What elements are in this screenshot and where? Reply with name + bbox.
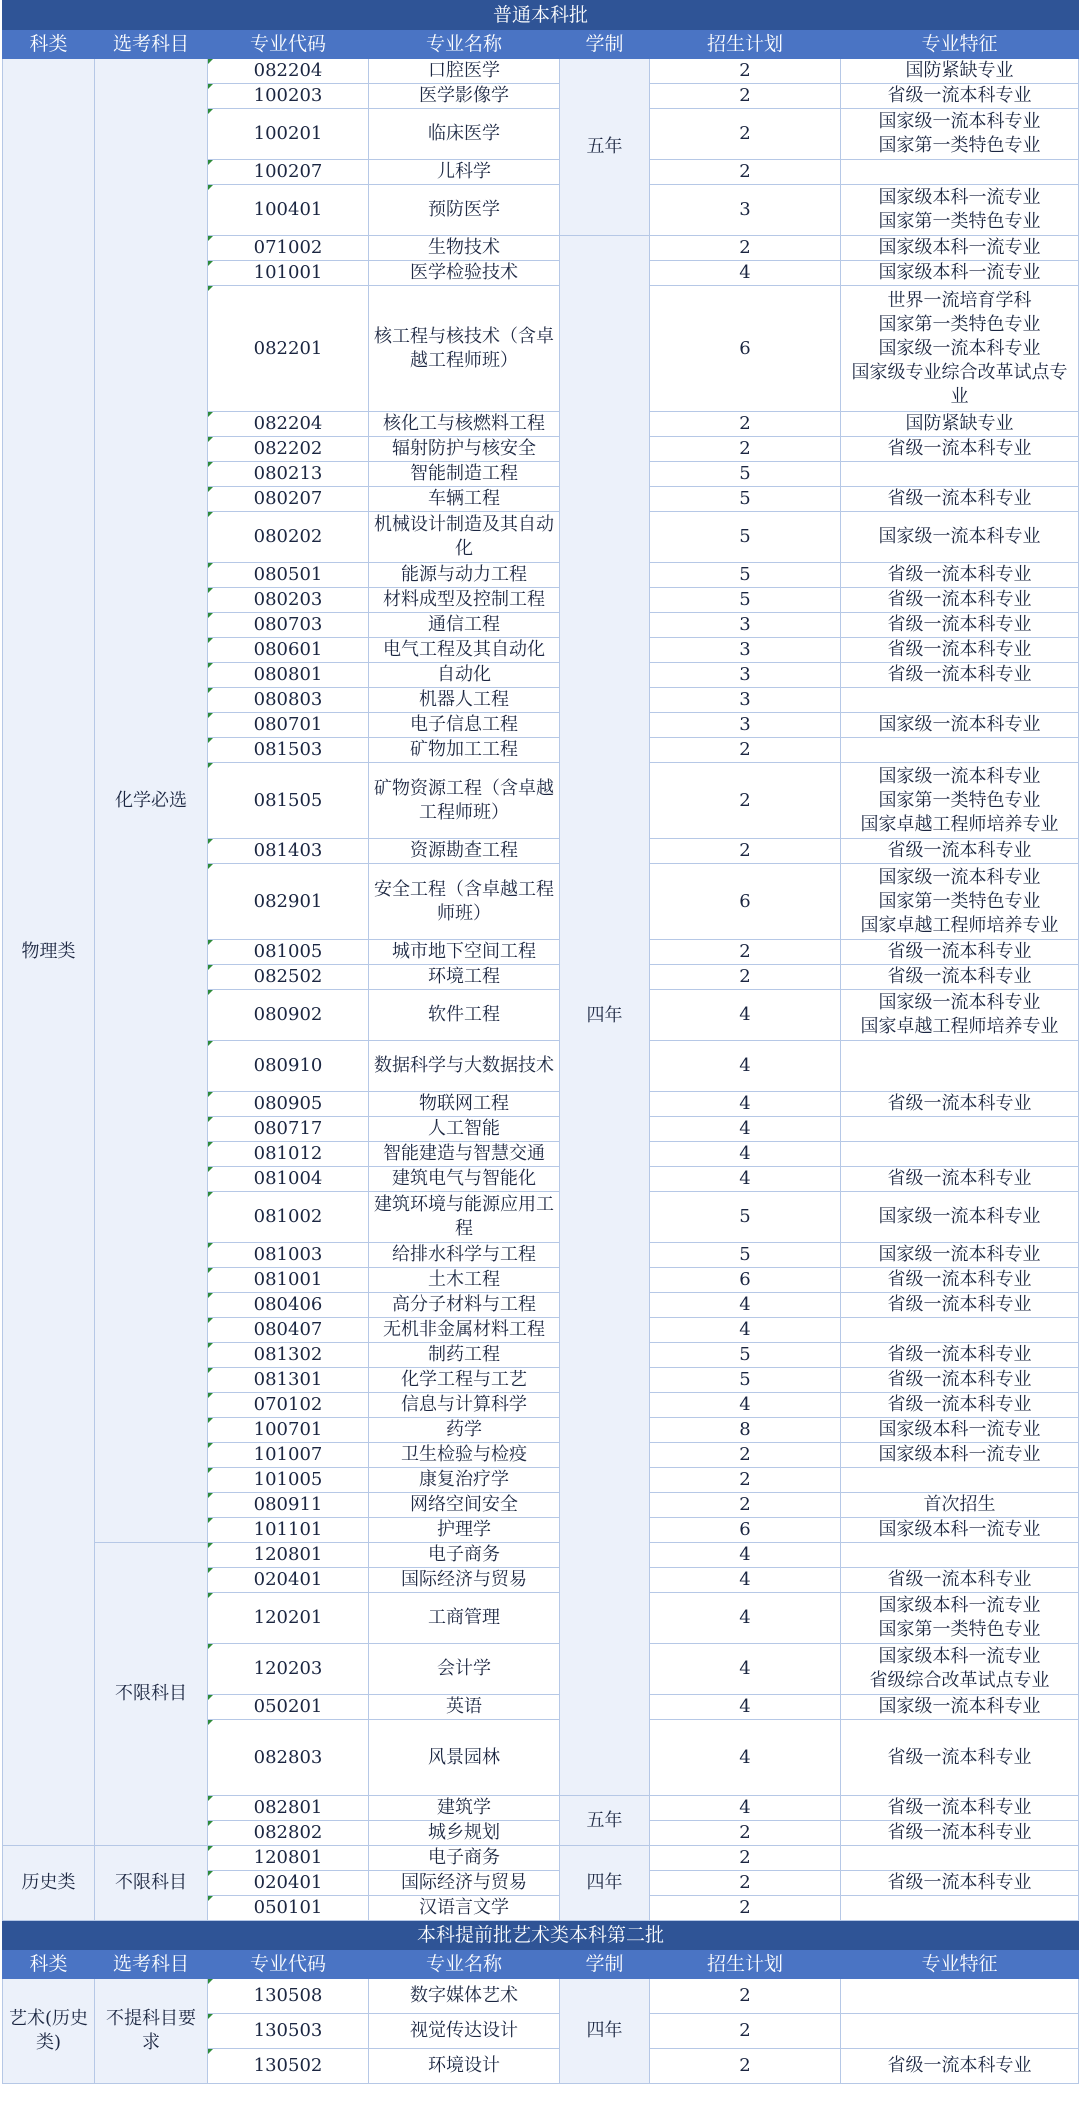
major-code: 082803	[208, 1720, 369, 1796]
major-feature: 国家级一流本科专业 国家卓越工程师培养专业	[841, 990, 1079, 1041]
major-name: 卫生检验与检疫	[369, 1443, 560, 1468]
major-code: 080911	[208, 1493, 369, 1518]
column-header: 科类	[3, 1950, 95, 1979]
major-feature: 国家级一流本科专业	[841, 512, 1079, 563]
enrollment-plan: 6	[650, 1518, 841, 1543]
major-name: 建筑环境与能源应用工程	[369, 1192, 560, 1243]
major-feature: 国家级本科一流专业	[841, 1518, 1079, 1543]
major-code: 100203	[208, 84, 369, 109]
major-code: 081012	[208, 1142, 369, 1167]
major-code: 081001	[208, 1268, 369, 1293]
column-header: 专业名称	[369, 30, 560, 59]
column-header: 科类	[3, 30, 95, 59]
major-name: 电子商务	[369, 1846, 560, 1871]
enrollment-plan: 4	[650, 1568, 841, 1593]
enrollment-plan: 3	[650, 185, 841, 236]
enrollment-plan: 2	[650, 1443, 841, 1468]
major-feature: 首次招生	[841, 1493, 1079, 1518]
major-code: 050101	[208, 1896, 369, 1921]
major-name: 自动化	[369, 663, 560, 688]
enrollment-plan: 5	[650, 462, 841, 487]
major-code: 082202	[208, 437, 369, 462]
major-code: 130508	[208, 1979, 369, 2014]
major-code: 080501	[208, 563, 369, 588]
column-header: 学制	[560, 30, 650, 59]
major-code: 080803	[208, 688, 369, 713]
enrollment-plan: 2	[650, 1846, 841, 1871]
major-name: 国际经济与贸易	[369, 1871, 560, 1896]
major-feature: 省级一流本科专业	[841, 1393, 1079, 1418]
table-row	[3, 1979, 1079, 2014]
enrollment-plan: 2	[650, 59, 841, 84]
enrollment-plan: 4	[650, 1117, 841, 1142]
major-code: 080202	[208, 512, 369, 563]
enrollment-plan: 2	[650, 2049, 841, 2084]
major-name: 矿物资源工程（含卓越工程师班）	[369, 763, 560, 839]
major-code: 080717	[208, 1117, 369, 1142]
major-name: 环境工程	[369, 965, 560, 990]
major-name: 安全工程（含卓越工程师班）	[369, 864, 560, 940]
major-code: 081505	[208, 763, 369, 839]
major-name: 电子信息工程	[369, 713, 560, 738]
major-code: 080213	[208, 462, 369, 487]
major-code: 120801	[208, 1846, 369, 1871]
enrollment-plan: 4	[650, 261, 841, 286]
major-name: 汉语言文学	[369, 1896, 560, 1921]
major-code: 080703	[208, 613, 369, 638]
major-name: 矿物加工工程	[369, 738, 560, 763]
major-name: 软件工程	[369, 990, 560, 1041]
major-code: 080910	[208, 1041, 369, 1092]
major-feature	[841, 1896, 1079, 1921]
major-code: 080601	[208, 638, 369, 663]
major-feature: 省级一流本科专业	[841, 1343, 1079, 1368]
major-feature: 省级一流本科专业	[841, 1167, 1079, 1192]
enrollment-plan: 2	[650, 1871, 841, 1896]
enrollment-plan: 2	[650, 160, 841, 185]
enrollment-plan: 2	[650, 763, 841, 839]
major-feature: 国防紧缺专业	[841, 412, 1079, 437]
duration-cell: 四年	[560, 1846, 650, 1921]
major-name: 车辆工程	[369, 487, 560, 512]
major-code: 100201	[208, 109, 369, 160]
major-feature: 国家级一流本科专业 国家第一类特色专业	[841, 109, 1079, 160]
major-feature: 省级一流本科专业	[841, 965, 1079, 990]
major-feature: 国家级本科一流专业	[841, 1443, 1079, 1468]
major-feature: 省级一流本科专业	[841, 1871, 1079, 1896]
column-header: 招生计划	[650, 1950, 841, 1979]
column-header: 专业代码	[208, 30, 369, 59]
batch-title: 本科提前批艺术类本科第二批	[3, 1921, 1079, 1950]
major-name: 通信工程	[369, 613, 560, 638]
enrollment-plan: 2	[650, 236, 841, 261]
major-feature	[841, 1041, 1079, 1092]
major-name: 医学检验技术	[369, 261, 560, 286]
major-code: 120801	[208, 1543, 369, 1568]
major-code: 101001	[208, 261, 369, 286]
major-feature: 国家级一流本科专业	[841, 713, 1079, 738]
enrollment-plan: 4	[650, 1593, 841, 1644]
major-name: 视觉传达设计	[369, 2014, 560, 2049]
column-header: 选考科目	[95, 30, 208, 59]
major-code: 080207	[208, 487, 369, 512]
enrollment-plan: 5	[650, 1192, 841, 1243]
major-code: 080701	[208, 713, 369, 738]
enrollment-plan: 5	[650, 487, 841, 512]
major-name: 智能建造与智慧交通	[369, 1142, 560, 1167]
major-feature: 省级一流本科专业	[841, 1821, 1079, 1846]
table-row	[3, 59, 1079, 84]
table-row	[3, 1543, 1079, 1568]
column-header: 专业特征	[841, 30, 1079, 59]
major-code: 080406	[208, 1293, 369, 1318]
major-name: 材料成型及控制工程	[369, 588, 560, 613]
table-row	[3, 1846, 1079, 1871]
major-name: 护理学	[369, 1518, 560, 1543]
major-name: 物联网工程	[369, 1092, 560, 1117]
column-header: 专业特征	[841, 1950, 1079, 1979]
enrollment-plan: 5	[650, 588, 841, 613]
enrollment-plan: 5	[650, 1343, 841, 1368]
major-feature	[841, 1979, 1079, 2014]
major-feature: 省级一流本科专业	[841, 2049, 1079, 2084]
major-feature: 省级一流本科专业	[841, 839, 1079, 864]
major-name: 机械设计制造及其自动化	[369, 512, 560, 563]
major-name: 电子商务	[369, 1543, 560, 1568]
major-code: 082901	[208, 864, 369, 940]
major-name: 预防医学	[369, 185, 560, 236]
major-name: 建筑学	[369, 1796, 560, 1821]
major-name: 辐射防护与核安全	[369, 437, 560, 462]
major-code: 082801	[208, 1796, 369, 1821]
enrollment-plan: 3	[650, 688, 841, 713]
enrollment-plan: 4	[650, 1092, 841, 1117]
major-feature	[841, 738, 1079, 763]
major-feature: 国家级一流本科专业 国家第一类特色专业 国家卓越工程师培养专业	[841, 864, 1079, 940]
major-feature: 省级一流本科专业	[841, 1796, 1079, 1821]
major-code: 120203	[208, 1644, 369, 1695]
major-code: 081005	[208, 940, 369, 965]
category-cell: 艺术(历史类)	[3, 1979, 95, 2084]
major-name: 城市地下空间工程	[369, 940, 560, 965]
major-code: 082502	[208, 965, 369, 990]
major-code: 082204	[208, 59, 369, 84]
enrollment-plan: 6	[650, 864, 841, 940]
major-name: 核工程与核技术（含卓越工程师班）	[369, 286, 560, 412]
duration-cell: 四年	[560, 236, 650, 1796]
major-name: 药学	[369, 1418, 560, 1443]
major-name: 给排水科学与工程	[369, 1243, 560, 1268]
major-name: 国际经济与贸易	[369, 1568, 560, 1593]
major-name: 口腔医学	[369, 59, 560, 84]
major-feature: 国家级本科一流专业 国家第一类特色专业	[841, 185, 1079, 236]
major-feature: 国家级一流本科专业 国家第一类特色专业 国家卓越工程师培养专业	[841, 763, 1079, 839]
column-header: 学制	[560, 1950, 650, 1979]
enrollment-plan: 8	[650, 1418, 841, 1443]
major-name: 化学工程与工艺	[369, 1368, 560, 1393]
major-feature	[841, 1543, 1079, 1568]
enrollment-plan: 2	[650, 1493, 841, 1518]
enrollment-plan: 4	[650, 1293, 841, 1318]
major-name: 数字媒体艺术	[369, 1979, 560, 2014]
major-code: 071002	[208, 236, 369, 261]
category-cell: 历史类	[3, 1846, 95, 1921]
major-code: 100207	[208, 160, 369, 185]
enrollment-plan: 4	[650, 1695, 841, 1720]
major-code: 081002	[208, 1192, 369, 1243]
enrollment-plan: 4	[650, 1796, 841, 1821]
major-feature: 国家级一流本科专业	[841, 1192, 1079, 1243]
major-name: 医学影像学	[369, 84, 560, 109]
major-code: 081503	[208, 738, 369, 763]
enrollment-plan: 5	[650, 512, 841, 563]
major-name: 高分子材料与工程	[369, 1293, 560, 1318]
enrollment-plan: 4	[650, 1142, 841, 1167]
enrollment-plan: 4	[650, 1318, 841, 1343]
enrollment-plan: 2	[650, 1896, 841, 1921]
major-name: 电气工程及其自动化	[369, 638, 560, 663]
major-feature: 省级一流本科专业	[841, 437, 1079, 462]
major-code: 130502	[208, 2049, 369, 2084]
major-feature	[841, 1318, 1079, 1343]
major-name: 人工智能	[369, 1117, 560, 1142]
enrollment-plan: 5	[650, 1243, 841, 1268]
enrollment-plan: 4	[650, 1041, 841, 1092]
major-code: 080902	[208, 990, 369, 1041]
major-name: 机器人工程	[369, 688, 560, 713]
enrollment-plan: 3	[650, 713, 841, 738]
major-code: 082204	[208, 412, 369, 437]
major-feature: 省级一流本科专业	[841, 487, 1079, 512]
enrollment-plan: 5	[650, 1368, 841, 1393]
major-feature: 省级一流本科专业	[841, 613, 1079, 638]
subject-cell: 化学必选	[95, 59, 208, 1543]
batch-title: 普通本科批	[3, 1, 1079, 30]
major-code: 080801	[208, 663, 369, 688]
admission-table	[2, 0, 1079, 2084]
major-feature: 国防紧缺专业	[841, 59, 1079, 84]
major-feature: 世界一流培育学科 国家第一类特色专业 国家级一流本科专业 国家级专业综合改革试点专业	[841, 286, 1079, 412]
enrollment-plan: 3	[650, 638, 841, 663]
major-feature: 省级一流本科专业	[841, 588, 1079, 613]
major-code: 081302	[208, 1343, 369, 1368]
major-name: 资源勘查工程	[369, 839, 560, 864]
major-code: 130503	[208, 2014, 369, 2049]
enrollment-plan: 4	[650, 1644, 841, 1695]
major-feature	[841, 1468, 1079, 1493]
enrollment-plan: 2	[650, 1979, 841, 2014]
major-feature: 省级一流本科专业	[841, 1293, 1079, 1318]
enrollment-plan: 4	[650, 990, 841, 1041]
major-name: 智能制造工程	[369, 462, 560, 487]
major-name: 土木工程	[369, 1268, 560, 1293]
major-feature: 省级一流本科专业	[841, 663, 1079, 688]
major-feature: 国家级本科一流专业	[841, 261, 1079, 286]
major-code: 082802	[208, 1821, 369, 1846]
enrollment-plan: 2	[650, 84, 841, 109]
major-code: 101007	[208, 1443, 369, 1468]
enrollment-plan: 2	[650, 940, 841, 965]
enrollment-plan: 2	[650, 839, 841, 864]
major-feature: 国家级本科一流专业 国家第一类特色专业	[841, 1593, 1079, 1644]
major-feature: 省级一流本科专业	[841, 1368, 1079, 1393]
enrollment-plan: 4	[650, 1720, 841, 1796]
major-code: 101005	[208, 1468, 369, 1493]
duration-cell: 四年	[560, 1979, 650, 2084]
major-feature	[841, 2014, 1079, 2049]
major-code: 082201	[208, 286, 369, 412]
enrollment-plan: 3	[650, 613, 841, 638]
major-name: 工商管理	[369, 1593, 560, 1644]
major-code: 080905	[208, 1092, 369, 1117]
major-name: 网络空间安全	[369, 1493, 560, 1518]
enrollment-plan: 2	[650, 412, 841, 437]
major-name: 无机非金属材料工程	[369, 1318, 560, 1343]
duration-cell: 五年	[560, 1796, 650, 1846]
major-name: 建筑电气与智能化	[369, 1167, 560, 1192]
major-name: 制药工程	[369, 1343, 560, 1368]
enrollment-plan: 4	[650, 1393, 841, 1418]
column-header: 招生计划	[650, 30, 841, 59]
major-feature: 国家级本科一流专业	[841, 236, 1079, 261]
enrollment-plan: 2	[650, 965, 841, 990]
enrollment-plan: 4	[650, 1543, 841, 1568]
major-code: 120201	[208, 1593, 369, 1644]
major-name: 城乡规划	[369, 1821, 560, 1846]
duration-cell: 五年	[560, 59, 650, 236]
major-code: 081003	[208, 1243, 369, 1268]
major-name: 康复治疗学	[369, 1468, 560, 1493]
major-feature: 省级一流本科专业	[841, 563, 1079, 588]
enrollment-plan: 4	[650, 1167, 841, 1192]
subject-cell: 不限科目	[95, 1846, 208, 1921]
major-feature: 国家级本科一流专业 省级综合改革试点专业	[841, 1644, 1079, 1695]
major-feature: 省级一流本科专业	[841, 1268, 1079, 1293]
major-code: 100701	[208, 1418, 369, 1443]
subject-cell: 不提科目要求	[95, 1979, 208, 2084]
major-feature	[841, 688, 1079, 713]
column-header: 选考科目	[95, 1950, 208, 1979]
major-feature	[841, 1117, 1079, 1142]
major-feature: 省级一流本科专业	[841, 940, 1079, 965]
major-code: 080203	[208, 588, 369, 613]
major-name: 生物技术	[369, 236, 560, 261]
major-code: 101101	[208, 1518, 369, 1543]
major-code: 081403	[208, 839, 369, 864]
enrollment-plan: 2	[650, 1821, 841, 1846]
major-name: 英语	[369, 1695, 560, 1720]
major-feature: 国家级本科一流专业	[841, 1418, 1079, 1443]
major-name: 会计学	[369, 1644, 560, 1695]
enrollment-plan: 3	[650, 663, 841, 688]
major-feature: 国家级一流本科专业	[841, 1695, 1079, 1720]
enrollment-plan: 2	[650, 109, 841, 160]
major-name: 信息与计算科学	[369, 1393, 560, 1418]
major-name: 儿科学	[369, 160, 560, 185]
enrollment-plan: 6	[650, 286, 841, 412]
major-name: 能源与动力工程	[369, 563, 560, 588]
major-name: 临床医学	[369, 109, 560, 160]
enrollment-plan: 2	[650, 738, 841, 763]
enrollment-plan: 5	[650, 563, 841, 588]
major-code: 081301	[208, 1368, 369, 1393]
major-feature	[841, 462, 1079, 487]
major-feature: 省级一流本科专业	[841, 84, 1079, 109]
major-code: 050201	[208, 1695, 369, 1720]
enrollment-plan: 2	[650, 1468, 841, 1493]
major-feature	[841, 1846, 1079, 1871]
major-feature: 省级一流本科专业	[841, 1720, 1079, 1796]
major-feature	[841, 160, 1079, 185]
column-header: 专业代码	[208, 1950, 369, 1979]
major-code: 020401	[208, 1871, 369, 1896]
subject-cell: 不限科目	[95, 1543, 208, 1846]
enrollment-plan: 6	[650, 1268, 841, 1293]
major-code: 081004	[208, 1167, 369, 1192]
column-header: 专业名称	[369, 1950, 560, 1979]
major-name: 核化工与核燃料工程	[369, 412, 560, 437]
major-feature: 省级一流本科专业	[841, 638, 1079, 663]
major-feature: 省级一流本科专业	[841, 1568, 1079, 1593]
major-feature: 国家级一流本科专业	[841, 1243, 1079, 1268]
major-code: 100401	[208, 185, 369, 236]
major-code: 070102	[208, 1393, 369, 1418]
major-code: 020401	[208, 1568, 369, 1593]
enrollment-plan: 2	[650, 437, 841, 462]
category-cell: 物理类	[3, 59, 95, 1846]
major-code: 080407	[208, 1318, 369, 1343]
major-feature: 省级一流本科专业	[841, 1092, 1079, 1117]
major-name: 环境设计	[369, 2049, 560, 2084]
enrollment-plan: 2	[650, 2014, 841, 2049]
major-feature	[841, 1142, 1079, 1167]
major-name: 数据科学与大数据技术	[369, 1041, 560, 1092]
major-name: 风景园林	[369, 1720, 560, 1796]
